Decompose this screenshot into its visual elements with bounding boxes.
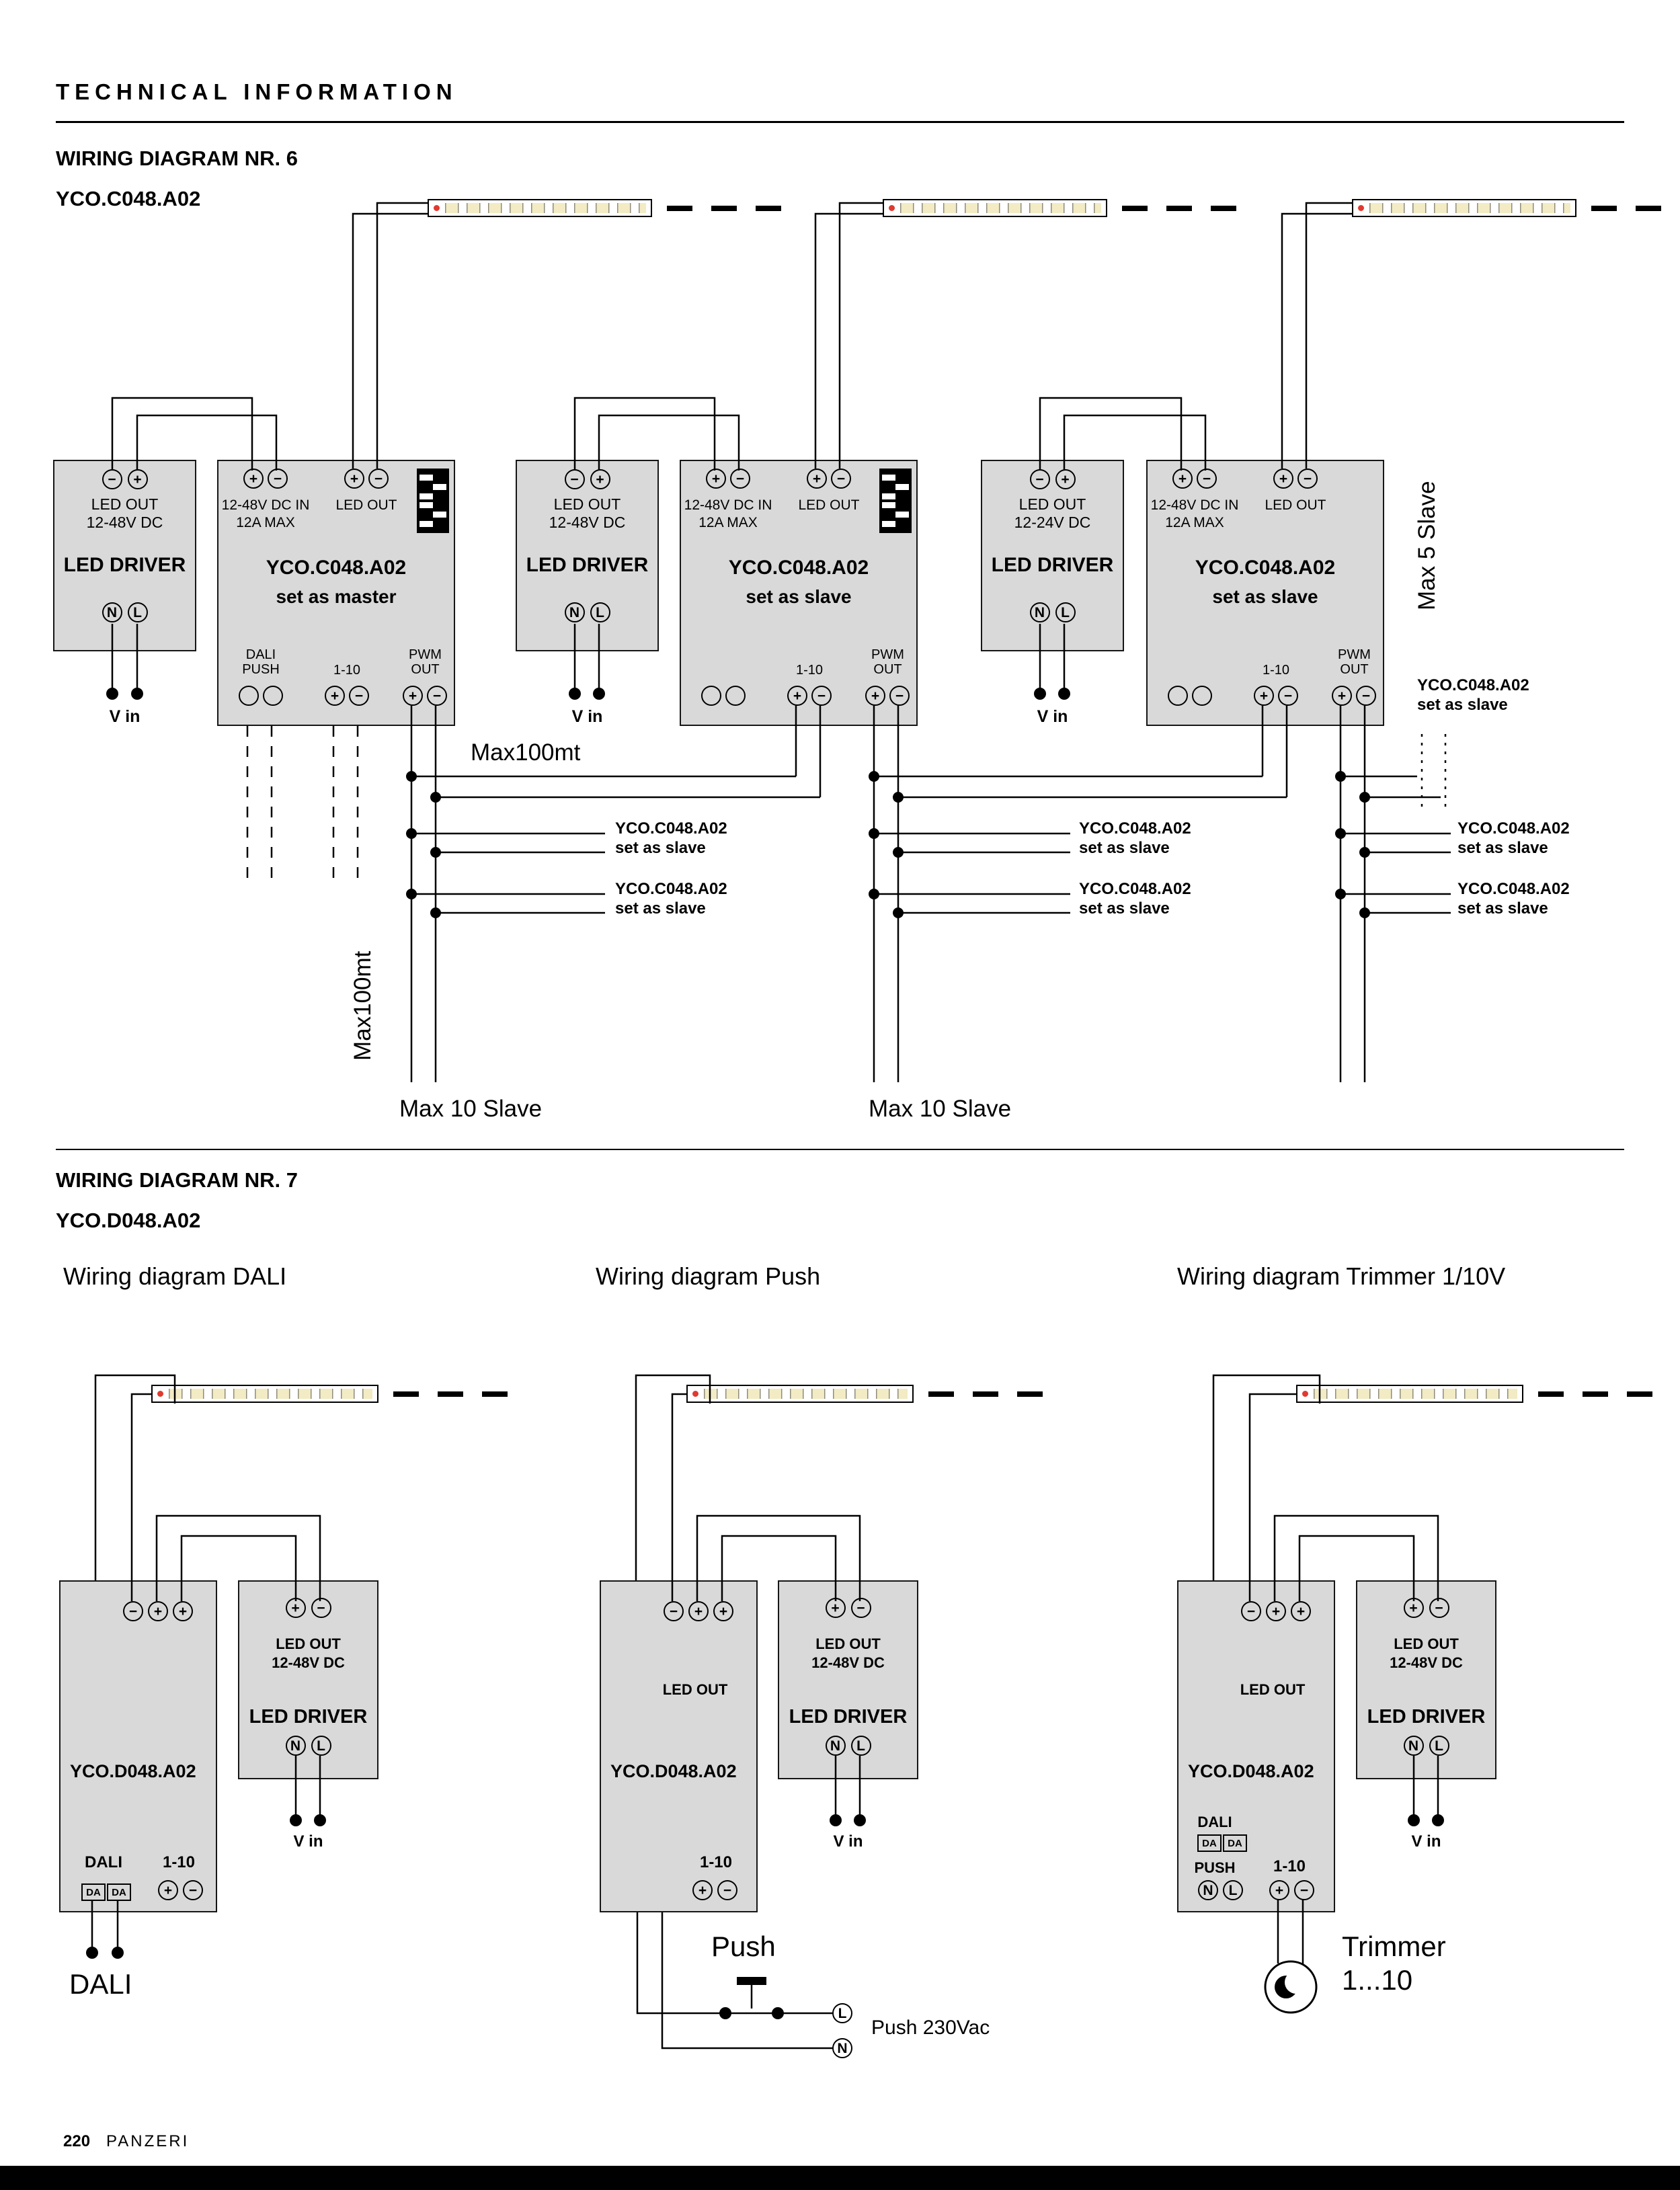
line-terminal-icon: L <box>311 1736 331 1756</box>
minus-terminal-icon: − <box>664 1601 684 1621</box>
led-out-label: LED OUT <box>91 495 159 513</box>
led-strip <box>428 199 652 217</box>
header-divider <box>56 121 1624 123</box>
pwm-out-label: PWM OUT <box>871 647 904 677</box>
controller-title: YCO.D048.A02 <box>610 1761 737 1781</box>
minus-terminal-icon: − <box>730 469 750 489</box>
push-terminal-icon <box>725 686 746 706</box>
voltage-label: 12-48V DC <box>811 1654 885 1671</box>
plus-terminal-icon: + <box>1332 686 1352 706</box>
minus-terminal-icon: − <box>1429 1598 1449 1618</box>
controller-box-dali <box>59 1580 217 1912</box>
led-driver-box <box>238 1580 378 1779</box>
push-terminal-icon <box>263 686 283 706</box>
dali-push-label: DALI PUSH <box>242 647 280 677</box>
controller-box-push <box>600 1580 758 1912</box>
da-terminal: DA <box>81 1883 106 1901</box>
controller-mode: set as master <box>276 586 397 607</box>
led-out-label: LED OUT <box>662 1681 728 1698</box>
neutral-terminal-icon: N <box>1198 1880 1218 1900</box>
slave-ref-label: YCO.C048.A02 set as slave <box>1457 819 1570 857</box>
plus-terminal-icon: + <box>243 469 264 489</box>
plus-terminal-icon: + <box>158 1880 178 1900</box>
slave-ref-label: YCO.C048.A02 set as slave <box>1079 819 1191 857</box>
line-terminal-icon: L <box>832 2003 852 2023</box>
minus-terminal-icon: − <box>427 686 447 706</box>
led-driver-box <box>1356 1580 1496 1779</box>
minus-terminal-icon: − <box>102 469 122 489</box>
line-terminal-icon: L <box>1223 1880 1243 1900</box>
led-strip <box>1352 199 1576 217</box>
dali-label: DALI <box>1197 1814 1232 1830</box>
plus-terminal-icon: + <box>1266 1601 1286 1621</box>
push-annotation: Push <box>711 1931 776 1962</box>
v-in-label: V in <box>293 1832 323 1851</box>
da-terminal: DA <box>1197 1834 1222 1852</box>
minus-terminal-icon: − <box>831 469 851 489</box>
line-terminal-icon: L <box>851 1736 871 1756</box>
minus-terminal-icon: − <box>368 469 389 489</box>
strip-leds <box>900 203 1101 213</box>
led-out-label: LED OUT <box>1240 1681 1306 1698</box>
da-terminal: DA <box>107 1883 131 1901</box>
driver-title: LED DRIVER <box>991 554 1114 576</box>
led-out-label: LED OUT <box>1394 1635 1459 1652</box>
led-strip <box>686 1385 914 1403</box>
voltage-label: 12-48V DC <box>1390 1654 1463 1671</box>
one-ten-label: 1-10 <box>162 1853 196 1871</box>
dc-in-max-label: 12A MAX <box>236 515 295 530</box>
push-label: PUSH <box>1194 1859 1236 1876</box>
plus-terminal-icon: + <box>692 1880 713 1900</box>
strip-power-dot-icon <box>1358 205 1364 211</box>
max-10-slave-label: Max 10 Slave <box>869 1096 1012 1122</box>
v-in-label: V in <box>1411 1832 1441 1851</box>
strip-leds <box>169 1389 372 1399</box>
minus-terminal-icon: − <box>183 1880 203 1900</box>
max-100mt-vertical-label: Max100mt <box>350 950 376 1061</box>
led-driver-box <box>516 460 659 651</box>
slave-ref-label: YCO.C048.A02 set as slave <box>615 819 727 857</box>
plus-terminal-icon: + <box>173 1601 193 1621</box>
v-in-label: V in <box>1037 707 1068 726</box>
strip-power-dot-icon <box>434 205 440 211</box>
trimmer-knob-icon <box>1265 1961 1316 2013</box>
voltage-label: 12-48V DC <box>86 514 163 531</box>
dc-in-max-label: 12A MAX <box>698 515 758 530</box>
one-ten-label: 1-10 <box>1273 1857 1306 1875</box>
minus-terminal-icon: − <box>717 1880 737 1900</box>
one-ten-label: 1-10 <box>1262 663 1290 678</box>
led-strip <box>1296 1385 1523 1403</box>
minus-terminal-icon: − <box>811 686 832 706</box>
strip-power-dot-icon <box>692 1391 698 1397</box>
plus-terminal-icon: + <box>1273 469 1293 489</box>
led-out-label: LED OUT <box>335 497 397 513</box>
minus-terminal-icon: − <box>1241 1601 1261 1621</box>
plus-terminal-icon: + <box>1172 469 1193 489</box>
minus-terminal-icon: − <box>1197 469 1217 489</box>
plus-terminal-icon: + <box>403 686 423 706</box>
max-10-slave-label: Max 10 Slave <box>399 1096 543 1122</box>
driver-title: LED DRIVER <box>789 1706 908 1728</box>
minus-terminal-icon: − <box>349 686 369 706</box>
pwm-out-label: PWM OUT <box>1338 647 1371 677</box>
led-strip <box>883 199 1107 217</box>
led-driver-box <box>53 460 196 651</box>
minus-terminal-icon: − <box>851 1598 871 1618</box>
controller-title: YCO.D048.A02 <box>70 1761 196 1781</box>
controller-title: YCO.C048.A02 <box>1195 557 1336 579</box>
controller-box-master <box>217 460 455 726</box>
v-in-label: V in <box>109 707 141 726</box>
line-terminal-icon: L <box>590 602 610 622</box>
push-terminal-icon <box>1192 686 1212 706</box>
led-out-label: LED OUT <box>798 497 860 513</box>
max-5-slave-label: Max 5 Slave <box>1414 481 1440 610</box>
slave-ref-label: YCO.C048.A02 set as slave <box>615 880 727 918</box>
strip-leds <box>445 203 646 213</box>
column-heading-trimmer: Wiring diagram Trimmer 1/10V <box>1177 1262 1506 1290</box>
one-ten-label: 1-10 <box>795 663 824 678</box>
v-in-label: V in <box>571 707 603 726</box>
plus-terminal-icon: + <box>706 469 726 489</box>
plus-terminal-icon: + <box>865 686 885 706</box>
footer-bar <box>0 2166 1680 2190</box>
controller-title: YCO.D048.A02 <box>1188 1761 1314 1781</box>
section7-title: WIRING DIAGRAM NR. 7 <box>56 1168 298 1192</box>
dali-terminal-icon <box>701 686 721 706</box>
column-heading-push: Wiring diagram Push <box>596 1262 821 1290</box>
minus-terminal-icon: − <box>1356 686 1376 706</box>
controller-mode: set as slave <box>1212 586 1318 607</box>
trimmer-range-annotation: 1...10 <box>1342 1964 1413 1996</box>
plus-terminal-icon: + <box>1055 469 1076 489</box>
led-strip <box>151 1385 378 1403</box>
neutral-terminal-icon: N <box>826 1736 846 1756</box>
dali-label: DALI <box>85 1853 122 1871</box>
led-driver-box <box>778 1580 918 1779</box>
plus-terminal-icon: + <box>148 1601 168 1621</box>
plus-terminal-icon: + <box>787 686 807 706</box>
slave-ref-label: YCO.C048.A02 set as slave <box>1079 880 1191 918</box>
dali-terminal-icon <box>239 686 259 706</box>
voltage-label: 12-24V DC <box>1014 514 1091 531</box>
push-button-icon <box>737 1977 766 2009</box>
dali-terminal-icon <box>1168 686 1188 706</box>
slave-ref-label: YCO.C048.A02 set as slave <box>1457 880 1570 918</box>
driver-title: LED DRIVER <box>249 1706 368 1728</box>
plus-terminal-icon: + <box>1291 1601 1311 1621</box>
plus-terminal-icon: + <box>688 1601 709 1621</box>
plus-terminal-icon: + <box>1404 1598 1424 1618</box>
plus-terminal-icon: + <box>713 1601 733 1621</box>
dc-in-label: 12-48V DC IN <box>221 497 310 513</box>
controller-box-slave <box>680 460 918 726</box>
section7-model: YCO.D048.A02 <box>56 1209 201 1232</box>
dip-switch-icon <box>879 469 912 533</box>
column-heading-dali: Wiring diagram DALI <box>63 1262 287 1290</box>
dip-switch-icon <box>417 469 449 533</box>
v-in-label: V in <box>833 1832 863 1851</box>
controller-box-trimmer <box>1177 1580 1335 1912</box>
line-terminal-icon: L <box>128 602 148 622</box>
dc-in-max-label: 12A MAX <box>1165 515 1224 530</box>
max-100mt-label: Max100mt <box>471 739 581 766</box>
plus-terminal-icon: + <box>325 686 345 706</box>
driver-title: LED DRIVER <box>526 554 649 576</box>
voltage-label: 12-48V DC <box>549 514 626 531</box>
strip-power-dot-icon <box>1302 1391 1308 1397</box>
minus-terminal-icon: − <box>565 469 585 489</box>
plus-terminal-icon: + <box>807 469 827 489</box>
one-ten-label: 1-10 <box>699 1853 733 1871</box>
plus-terminal-icon: + <box>128 469 148 489</box>
minus-terminal-icon: − <box>889 686 910 706</box>
line-terminal-icon: L <box>1055 602 1076 622</box>
neutral-terminal-icon: N <box>832 2038 852 2058</box>
minus-terminal-icon: − <box>1297 469 1318 489</box>
strip-leds <box>704 1389 908 1399</box>
controller-mode: set as slave <box>746 586 852 607</box>
strip-leds <box>1369 203 1570 213</box>
dc-in-label: 12-48V DC IN <box>1150 497 1239 513</box>
controller-title: YCO.C048.A02 <box>728 557 869 579</box>
line-terminal-icon: L <box>1429 1736 1449 1756</box>
dali-annotation: DALI <box>69 1968 132 2000</box>
footer-page-number: 220 <box>63 2132 91 2150</box>
controller-title: YCO.C048.A02 <box>266 557 407 579</box>
plus-terminal-icon: + <box>590 469 610 489</box>
plus-terminal-icon: + <box>344 469 364 489</box>
da-terminal: DA <box>1223 1834 1247 1852</box>
led-driver-box <box>981 460 1124 651</box>
section6-title: WIRING DIAGRAM NR. 6 <box>56 147 298 170</box>
neutral-terminal-icon: N <box>102 602 122 622</box>
pwm-out-label: PWM OUT <box>409 647 442 677</box>
minus-terminal-icon: − <box>268 469 288 489</box>
led-out-label: LED OUT <box>815 1635 881 1652</box>
minus-terminal-icon: − <box>311 1598 331 1618</box>
led-out-label: LED OUT <box>553 495 621 513</box>
neutral-terminal-icon: N <box>1404 1736 1424 1756</box>
led-out-label: LED OUT <box>1018 495 1086 513</box>
voltage-label: 12-48V DC <box>272 1654 345 1671</box>
neutral-terminal-icon: N <box>565 602 585 622</box>
strip-leds <box>1314 1389 1517 1399</box>
plus-terminal-icon: + <box>826 1598 846 1618</box>
controller-box-slave <box>1146 460 1384 726</box>
minus-terminal-icon: − <box>1294 1880 1314 1900</box>
push-230vac-label: Push 230Vac <box>871 2017 990 2039</box>
plus-terminal-icon: + <box>286 1598 306 1618</box>
minus-terminal-icon: − <box>1278 686 1298 706</box>
plus-terminal-icon: + <box>1254 686 1274 706</box>
footer-brand: PANZERI <box>106 2132 190 2150</box>
driver-title: LED DRIVER <box>1367 1706 1486 1728</box>
driver-title: LED DRIVER <box>63 554 186 576</box>
section6-model: YCO.C048.A02 <box>56 187 201 210</box>
strip-power-dot-icon <box>889 205 895 211</box>
neutral-terminal-icon: N <box>1030 602 1050 622</box>
section-divider <box>56 1149 1624 1150</box>
led-out-label: LED OUT <box>1265 497 1326 513</box>
minus-terminal-icon: − <box>1030 469 1050 489</box>
page-title: TECHNICAL INFORMATION <box>56 79 458 104</box>
strip-power-dot-icon <box>157 1391 163 1397</box>
trimmer-annotation: Trimmer <box>1342 1931 1446 1962</box>
plus-terminal-icon: + <box>1269 1880 1289 1900</box>
dc-in-label: 12-48V DC IN <box>684 497 772 513</box>
led-out-label: LED OUT <box>276 1635 341 1652</box>
neutral-terminal-icon: N <box>286 1736 306 1756</box>
one-ten-label: 1-10 <box>333 663 361 678</box>
slave-ref-label: YCO.C048.A02 set as slave <box>1417 676 1529 714</box>
minus-terminal-icon: − <box>123 1601 143 1621</box>
